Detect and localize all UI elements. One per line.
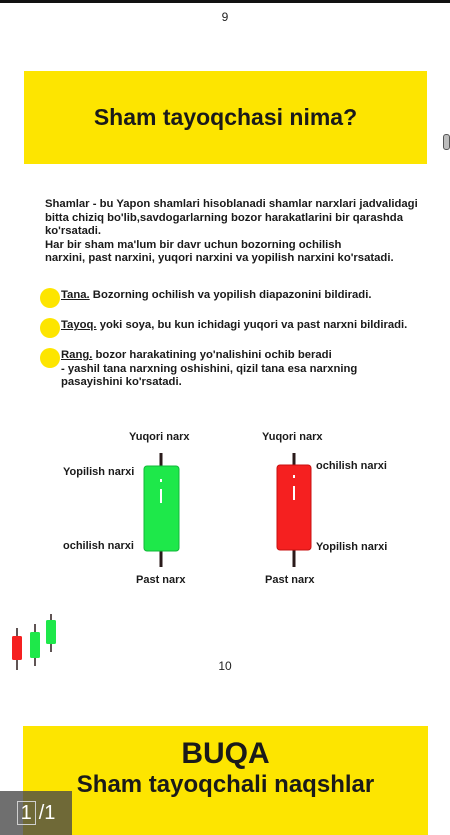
bullet-dot-icon: [40, 288, 60, 308]
section-banner: [23, 726, 428, 835]
page-number: 9: [221, 10, 229, 24]
red-low-label: Past narx: [265, 574, 315, 586]
green-low-label: Past narx: [136, 574, 186, 586]
bullet-text: yoki soya, bu kun ichidagi yuqori va past narxni bildiradi.: [96, 319, 408, 331]
bullet-dot-icon: [40, 318, 60, 338]
bullet-term: Tayoq.: [61, 319, 97, 331]
intro-paragraph: [45, 198, 430, 266]
page-number: 10: [218, 659, 232, 673]
red-close-label: Yopilish narxi: [316, 541, 388, 553]
intro-line: Har bir sham ma'lum bir davr uchun bozorning ochilish: [45, 238, 342, 251]
bullet-text: bozor harakatining yo'nalishini ochib beradi: [92, 349, 332, 361]
bullet-term: Tana.: [61, 289, 90, 301]
intro-line: Shamlar - bu Yapon shamlari hisoblanadi shamlar narxlari jadvalidagi: [45, 198, 418, 210]
section-subtitle: Sham tayoqchali naqshlar: [76, 771, 375, 798]
red-high-label: Yuqori narx: [262, 431, 323, 443]
bullet-text-line: pasayishini ko'rsatadi.: [61, 376, 182, 389]
page-title: Sham tayoqchasi nima?: [93, 104, 358, 130]
green-high-label: Yuqori narx: [129, 431, 190, 443]
bullet-text: Bozorning ochilish va yopilish diapazonini bildiradi.: [89, 289, 372, 301]
bullet-term: Rang.: [61, 349, 93, 361]
intro-line: bitta chiziq bo'lib,savdogarlarning bozor harakatlarini bir qarashda: [45, 211, 403, 224]
candlestick-svg: [0, 425, 450, 595]
green-candle-body: [144, 466, 179, 551]
green-open-label: ochilish narxi: [63, 540, 134, 552]
scrollbar-handle[interactable]: [443, 134, 450, 150]
candlestick-diagram: [0, 425, 450, 595]
intro-line: ko'rsatadi.: [45, 225, 102, 238]
intro-line: narxini, past narxini, yuqori narxini va yopilish narxini ko'rsatadi.: [45, 252, 394, 265]
total-pages: /1: [38, 801, 56, 824]
bullet-text-line: - yashil tana narxning oshishini, qizil tana esa narxning: [61, 362, 358, 375]
bullet-dot-icon: [40, 348, 60, 368]
red-open-label: ochilish narxi: [316, 460, 387, 472]
section-title: BUQA: [181, 737, 270, 770]
page-indicator[interactable]: [0, 791, 72, 835]
top-border: [0, 0, 450, 3]
green-close-label: Yopilish narxi: [63, 466, 135, 478]
title-banner: [24, 71, 427, 164]
current-page: 1: [17, 801, 36, 825]
